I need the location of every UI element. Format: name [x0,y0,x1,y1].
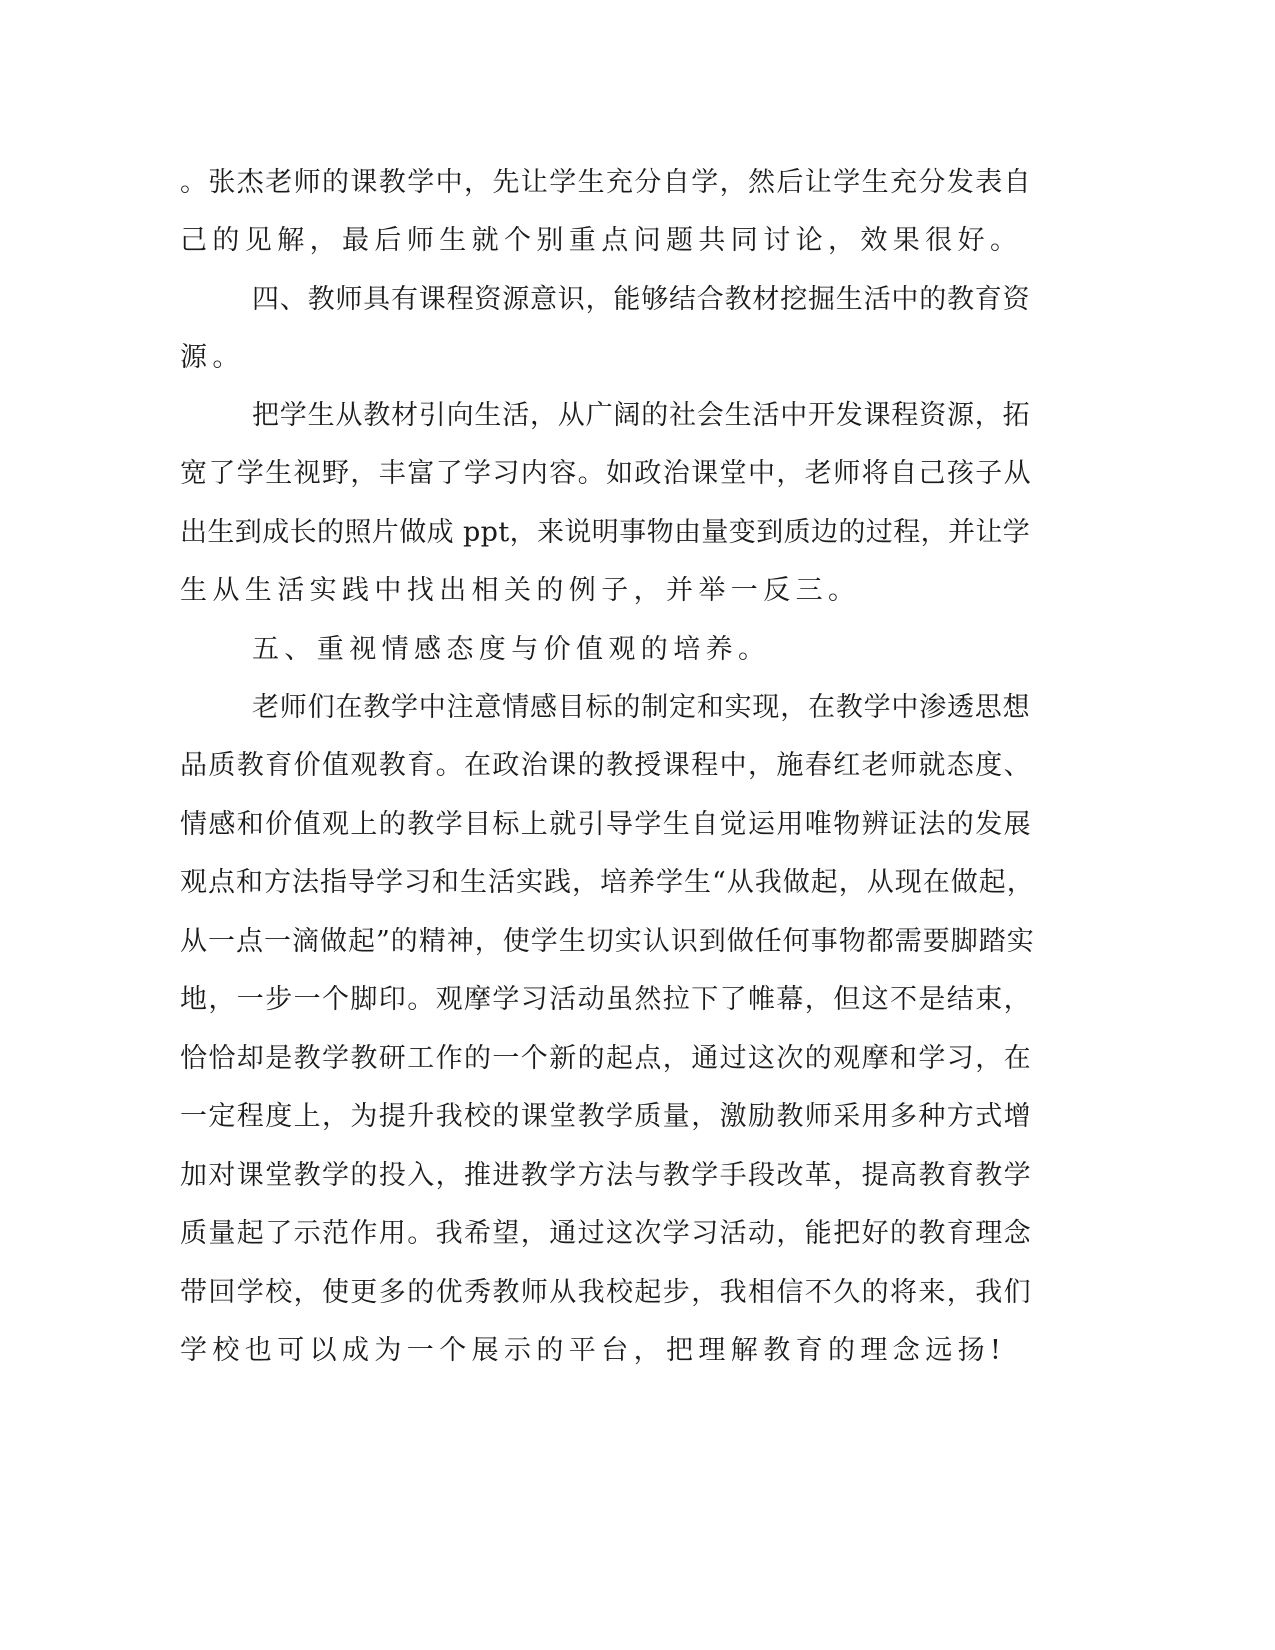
text-line: 出生到成长的照片做成 ppt，来说明事物由量变到质边的过程，并让学 [180,517,1031,548]
text-line: 情感和价值观上的教学目标上就引导学生自觉运用唯物辨证法的发展 [180,809,1032,840]
text-line: 品质教育价值观教育。在政治课的教授课程中，施春红老师就态度、 [180,750,1032,781]
text-line: 生从生活实践中找出相关的例子，并举一反三。 [180,575,861,606]
text-line: 质量起了示范作用。我希望，通过这次学习活动，能把好的教育理念 [180,1218,1032,1249]
text-line: 学校也可以成为一个展示的平台，把理解教育的理念远扬! [180,1335,1007,1366]
text-line: 从一点一滴做起”的精神，使学生切实认识到做任何事物都需要脚踏实 [180,926,1035,957]
text-line: 五、重视情感态度与价值观的培养。 [252,634,771,665]
text-line: 一定程度上，为提升我校的课堂教学质量，激励教师采用多种方式增 [180,1101,1032,1132]
text-line: 己的见解，最后师生就个别重点问题共同讨论，效果很好。 [180,225,1023,256]
text-line: 四、教师具有课程资源意识，能够结合教材挖掘生活中的教育资 [252,284,1031,315]
text-line: 老师们在教学中注意情感目标的制定和实现，在教学中渗透思想 [252,692,1031,723]
text-line: 带回学校，使更多的优秀教师从我校起步，我相信不久的将来，我们 [180,1277,1032,1308]
text-line: 恰恰却是教学教研工作的一个新的起点，通过这次的观摩和学习，在 [180,1043,1032,1074]
text-line: 观点和方法指导学习和生活实践，培养学生“从我做起，从现在做起， [180,867,1035,898]
text-line: 宽了学生视野，丰富了学习内容。如政治课堂中，老师将自己孩子从 [180,458,1032,489]
text-line: 。张杰老师的课教学中，先让学生充分自学，然后让学生充分发表自 [180,167,1032,198]
text-line: 加对课堂教学的投入，推进教学方法与教学手段改革，提高教育教学 [180,1160,1032,1191]
text-line: 把学生从教材引向生活，从广阔的社会生活中开发课程资源，拓 [252,400,1031,431]
text-line: 源。 [180,342,245,373]
text-line: 地，一步一个脚印。观摩学习活动虽然拉下了帷幕，但这不是结束， [180,984,1032,1015]
